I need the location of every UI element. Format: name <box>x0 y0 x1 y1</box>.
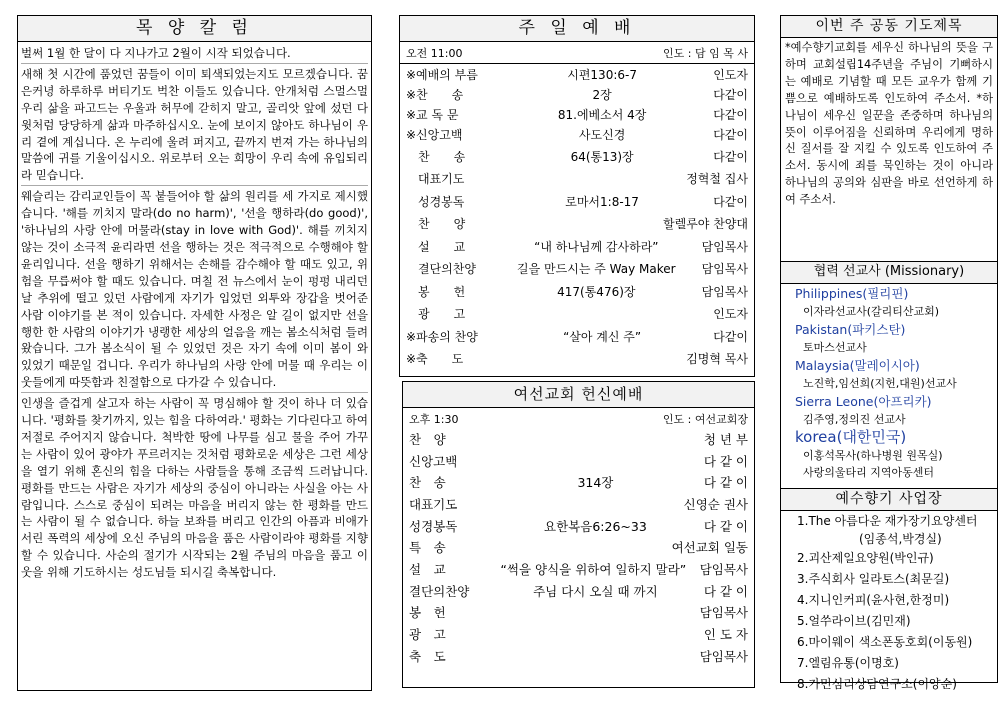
women-row <box>403 428 754 450</box>
women-row-right: 담임목사 <box>699 648 748 664</box>
worship-row-label: 결단의찬양 <box>406 262 476 276</box>
column-paragraph: 벌써 1월 한 달이 다 지나가고 2월이 시작 되었습니다. <box>21 45 368 64</box>
worship-row-right: 정혁철 집사 <box>686 172 748 186</box>
women-row <box>403 450 754 472</box>
business-item: (임종석,박경실) <box>859 532 942 546</box>
worship-row-label: ※신앙고백 <box>406 128 463 143</box>
mission-country: Malaysia(말레이시아) <box>795 358 920 373</box>
women-row-right: 담임목사 <box>699 561 748 577</box>
worship-row <box>400 280 754 303</box>
worship-row <box>400 235 754 258</box>
women-row-mid: 주님 다시 오실 때 까지 <box>533 583 658 599</box>
worship-row-right: 다같이 <box>713 329 748 344</box>
worship-row-mid: 로마서1:8-17 <box>565 194 639 209</box>
column-body <box>18 42 371 582</box>
mission-country: Philippines(필리핀) <box>795 286 909 301</box>
women-row-right: 여선교회 일동 <box>671 540 748 556</box>
women-row-label: 대표기도 <box>409 496 458 512</box>
business-item: 2.괴산제일요양원(박인규) <box>797 551 934 565</box>
sunday-worship-order <box>399 15 755 377</box>
women-row-right: 다 같 이 <box>703 518 748 534</box>
worship-row-mid: 81.에베소서 4장 <box>557 107 647 122</box>
women-row-right: 다 같 이 <box>703 583 748 599</box>
worship-time: 오전 11:00 <box>406 47 463 60</box>
worship-row-right: 담임목사 <box>701 239 748 254</box>
women-row-label: 특 송 <box>409 540 446 556</box>
business-item: 7.엘림유통(이명호) <box>797 656 899 670</box>
worship-row <box>400 347 754 370</box>
worship-row-label: ※축 도 <box>406 352 464 366</box>
column-paragraph: 새해 첫 시간에 품었던 꿈들이 이미 퇴색되었는지도 모르겠습니다. 꿈은커녕 하루하루 버티기도 벅찬 이들도 있습니다. 안개처럼 스멀스멀 우리 삶을 파고드는 우울과 허무에 갇히지 말고, 골리앗 앞에 섰던 다윗처럼 당당하게 삶과 마주하십시오. 눈에 보이지 않아도 하나님이 우리 곁에 계십니다. 온 누리에 울려 퍼지고, 끝까지 번져 가는 하나님의 말씀에 귀를 기울이십시오. 위로부터 오는 희망이 우리 속에 유입되리라 믿습니다. <box>21 66 368 186</box>
worship-row-right: 인도자 <box>713 307 748 321</box>
worship-leader: 인도 : 담 임 목 사 <box>663 47 748 60</box>
worship-row <box>400 125 754 145</box>
mission-person: 토마스선교사 <box>803 341 867 354</box>
worship-row-label: 성경봉독 <box>406 194 465 209</box>
worship-row-mid: 시편130:6-7 <box>567 67 637 82</box>
women-row <box>403 536 754 558</box>
worship-row-mid: 길을 만드시는 주 Way Maker <box>517 262 676 276</box>
mission-extra: 사랑의울타리 지역아동센터 <box>803 466 935 479</box>
worship-row-mid: 사도신경 <box>578 128 626 143</box>
worship-row <box>400 167 754 190</box>
worship-meta <box>400 42 754 64</box>
women-row-label: 찬 양 <box>409 431 446 447</box>
women-row-label: 성경봉독 <box>409 518 458 534</box>
women-row-mid: 314장 <box>577 475 614 491</box>
worship-row <box>400 84 754 104</box>
women-row-right: 인 도 자 <box>703 627 748 643</box>
worship-row-right: 다같이 <box>713 194 748 209</box>
mission-country: Pakistan(파키스탄) <box>795 322 906 337</box>
business-title: 예수향기 사업장 <box>781 489 997 511</box>
worship-row <box>400 325 754 348</box>
mission-person: 이홍석목사(하나병원 원목실) <box>803 449 943 462</box>
worship-row-mid: 417(통476)장 <box>557 284 636 299</box>
missionary-list <box>780 262 998 490</box>
worship-row-right: 다같이 <box>713 128 748 143</box>
column-paragraph: 웨슬리는 감리교인들이 꼭 붙들어야 할 삶의 원리를 세 가지로 제시했습니다. '해를 끼치지 말라(do no harm)', '선을 행하라(do good)', '하나님의 사랑 안에 머물라(stay in love with God)'. 해를 끼치지 않는 것이 소극적 윤리라면 선을 행하는 것은 적극적으로 수행해야 할 윤리입니다. 선을 행하기 위해서는 손해를 감수해야 할 때도 있고, 위험을 무릅써야 할 때도 있습니다. 며칠 전 뉴스에서 눈이 펑펑 내리던 날 추위에 떨고 있던 사람에게 자기가 입었던 외투와 장갑을 벗어준 사람 이야기를 본 적이 있습니다. 자세한 사정은 알 길이 없지만 선을 행한 한 사람의 이야기가 냉랭한 세상의 얼음을 깨는 봄소식처럼 들려왔습니다. 그가 봄소식이 될 수 있었던 것은 자기 속에 이미 봄이 와 있었기 때문일 겁니다. 우리가 하나님의 사랑 안에 머물 때 우리는 이웃들에게 따뜻함과 친절함으로 다가갈 수 있습니다. <box>21 188 368 393</box>
mission-entries <box>781 284 997 464</box>
worship-row-label: 봉 헌 <box>406 284 466 299</box>
mission-country: Sierra Leone(아프리카) <box>795 394 932 409</box>
women-row-label: 찬 송 <box>409 475 446 491</box>
worship-row-mid: 2장 <box>592 87 612 102</box>
worship-row-label: 대표기도 <box>406 172 465 186</box>
worship-row <box>400 104 754 124</box>
worship-row-right: 인도자 <box>713 67 748 82</box>
prayer-title: 이번 주 공동 기도제목 <box>781 16 997 38</box>
worship-row-mid: “살아 계신 주” <box>563 329 642 344</box>
women-row <box>403 623 754 645</box>
women-row <box>403 558 754 580</box>
worship-row <box>400 190 754 213</box>
mission-title: 협력 선교사 (Missionary) <box>781 262 997 284</box>
worship-row <box>400 302 754 325</box>
women-row-mid: “썩을 양식을 위하여 일하지 말라” <box>500 561 687 577</box>
worship-row-mid: “내 하나님께 감사하라” <box>534 239 659 254</box>
business-items <box>781 511 997 695</box>
women-row-label: 광 고 <box>409 627 446 643</box>
business-item: 6.마이웨이 색소폰동호회(이동원) <box>797 635 973 649</box>
business-item: 1.The 아름다운 재가장기요양센터 <box>797 514 978 528</box>
women-row-label: 신앙고백 <box>409 453 458 469</box>
business-item: 5.얼쑤라이브(김민재) <box>797 614 911 628</box>
worship-row-right: 다같이 <box>713 149 748 164</box>
women-row-label: 봉 헌 <box>409 605 446 621</box>
women-row <box>403 580 754 602</box>
business-item: 3.주식회사 일라토스(최문길) <box>797 572 950 586</box>
womens-mission-worship <box>402 381 755 688</box>
worship-row-label: ※찬 송 <box>406 87 464 102</box>
worship-row-label: ※교 독 문 <box>406 107 459 122</box>
worship-row-label: 찬 송 <box>406 149 466 164</box>
women-list <box>403 428 754 667</box>
business-item: 8.가민심리상담연구소(이양순) <box>797 677 957 691</box>
mission-country: korea(대한민국) <box>795 428 907 446</box>
women-row <box>403 471 754 493</box>
business-item: 4.지니인커피(윤사현,한정미) <box>797 593 950 607</box>
women-row-right: 담임목사 <box>699 605 748 621</box>
women-row-mid: 요한복음6:26~33 <box>544 518 647 534</box>
worship-row-right: 할렐루야 찬양대 <box>663 217 748 231</box>
worship-row-right: 담임목사 <box>701 284 748 299</box>
women-row-right: 청 년 부 <box>703 431 748 447</box>
worship-row-label: ※예배의 부름 <box>406 67 478 82</box>
worship-row-label: 광 고 <box>406 307 466 321</box>
worship-row <box>400 64 754 84</box>
mission-person: 김주영,정의진 선교사 <box>803 413 906 426</box>
women-row-right: 신영순 권사 <box>683 496 748 512</box>
worship-row-label: 설 교 <box>406 239 466 254</box>
women-row <box>403 602 754 624</box>
column-paragraph: 인생을 즐겁게 살고자 하는 사람이 꼭 명심해야 할 것이 하나 더 있습니다. '평화를 찾기까지, 있는 힘을 다하여라.' 평화는 기다린다고 하여 저절로 주어지지 않습니다. 척박한 땅에 나무를 심고 물을 주어 가꾸는 사람이 있어 광야가 푸르러지는 것처럼 평화로운 세상은 그런 세상을 열기 위해 혼신의 힘을 다하는 사람들을 통해 조금씩 드러납니다. 평화를 만드는 사람은 자기가 세상의 중심이 아니라는 사실을 아는 사람입니다. 스스로 중심이 되려는 마음을 버리지 않는 한 평화를 만드는 사람이 될 수 없습니다. 하늘 보좌를 버리고 인간의 아픔과 비애가 서린 폭력의 세상에 오신 주님의 마음을 품은 사람이라야 평화를 지향할 수 있습니다. 사순의 절기가 시작되는 2월 주님의 마음을 품고 이웃을 위해 기도하시는 성도님들 되시길 축복합니다. <box>21 396 368 580</box>
worship-row-label: 찬 양 <box>406 217 466 231</box>
women-row-label: 설 교 <box>409 561 446 577</box>
women-row-label: 결단의찬양 <box>409 583 470 599</box>
worship-row-right: 다같이 <box>713 107 748 122</box>
women-meta <box>403 408 754 428</box>
worship-list <box>400 64 754 370</box>
prayer-requests <box>780 15 998 262</box>
women-row-label: 축 도 <box>409 648 446 664</box>
pastoral-column <box>17 15 372 691</box>
women-leader: 인도 : 여선교회장 <box>662 413 748 426</box>
women-time: 오후 1:30 <box>409 413 459 426</box>
worship-title: 주 일 예 배 <box>400 16 754 42</box>
women-title: 여선교회 헌신예배 <box>403 382 754 408</box>
worship-row-right: 담임목사 <box>701 262 748 276</box>
women-row-right: 다 같 이 <box>703 453 748 469</box>
women-row <box>403 493 754 515</box>
business-list <box>780 488 998 691</box>
mission-person: 노진학,임선희(지헌,대원)선교사 <box>803 377 957 390</box>
women-row <box>403 515 754 537</box>
worship-row-label: ※파송의 찬양 <box>406 329 478 344</box>
worship-row <box>400 145 754 168</box>
column-title: 목 양 칼 럼 <box>18 16 371 42</box>
worship-row-right: 김명혁 목사 <box>686 352 748 366</box>
worship-row <box>400 212 754 235</box>
worship-row-mid: 64(통13)장 <box>570 149 634 164</box>
worship-row <box>400 257 754 280</box>
women-row-right: 다 같 이 <box>703 475 748 491</box>
prayer-text: *예수향기교회를 세우신 하나님의 뜻을 구하며 교회설립14주년을 주님이 기뻐하시는 예배로 기념할 때 모든 교우가 함께 기쁨으로 예배하도록 인도하여 주소서. *하나님이 세우신 일꾼을 존중하며 하나님의 뜻이 이루어짐을 신뢰하며 우리에게 명하신 질서를 잘 지킬 수 있도록 인도하여 주소서. 동시에 죄를 묵인하는 것이 아니라 하나님의 공의와 심판을 바로 선언하게 하여 주소서. <box>785 41 993 207</box>
women-row <box>403 645 754 667</box>
mission-person: 이자라선교사(갈리티산교회) <box>803 305 940 318</box>
worship-row-right: 다같이 <box>713 87 748 102</box>
